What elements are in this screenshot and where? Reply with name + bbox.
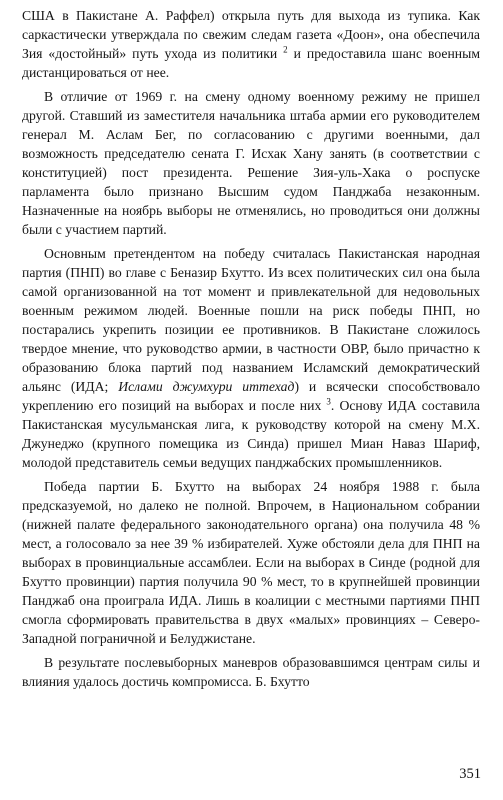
text-segment: В отличие от 1969 г. на смену одному военному режиму не пришел другой. Ставший из заместителя начальника штаба армии его руководителем генерал М. Аслам Бег, по согласованию с другими военными, дал возможность председателю сената Г. Исхак Хану занять (в соответствии с конституцией) пост президента. Решение Зия-уль-Хака о роспуске парламента было признано Высшим судом Панджаба незаконным. Назначенные на ноябрь выборы не отменялись, но проводиться они должны были с участием партий. xyxy=(22,89,480,237)
italic-text: Ислами джумхури иттехад xyxy=(118,379,295,394)
text-segment: В результате послевыборных маневров образовавшимся центрам силы и влияния удалось достичь компромисса. Б. Бхутто xyxy=(22,655,480,689)
paragraph xyxy=(22,653,480,691)
text-segment: Основным претендентом на победу считалась Пакистанская народная партия (ПНП) во главе с Беназир Бхутто. Из всех политических сил она была самой организованной на тот момент и привлекательной для недовольных военным режимом людей. Военные пошли на риск победы ПНП, но постарались укрепить позиции ее противников. В Пакистане сложилось твердое мнение, что руководство армии, в частности ОВР, было причастно к образованию блока партий под названием Исламский демократический альянс (ИДА; xyxy=(22,246,480,394)
text-segment: и предоставила шанс военным дистанцироваться от нее. xyxy=(22,46,480,80)
page-number: 351 xyxy=(459,766,481,782)
footnote-marker: 3 xyxy=(326,396,331,407)
footnote-marker: 2 xyxy=(283,44,288,55)
text-segment: США в Пакистане А. Раффел) открыла путь для выхода из тупика. Как саркастически утверждала по свежим следам газета «Доон», она обеспечила Зия «достойный» путь ухода из политики xyxy=(22,8,480,61)
paragraph xyxy=(22,87,480,239)
paragraph xyxy=(22,477,480,648)
paragraph xyxy=(22,244,480,472)
body-text xyxy=(22,6,480,691)
text-segment: Победа партии Б. Бхутто на выборах 24 ноября 1988 г. была предсказуемой, но далеко не полной. Впрочем, в Национальном собрании (нижней палате федерального законодательного органа) она получила 48 % мест, а голосовало за нее 39 % избирателей. Хуже обстояли дела для ПНП на выборах в провинциальные ассамблеи. Если на выборах в Синде (родной для Бхутто провинции) партия получила 90 % мест, то в крупнейшей провинции Панджаб она проиграла ИДА. Лишь в коалиции с местными партиями ПНП смогла сформировать правительства в двух «малых» провинциях – Северо-Западной пограничной и Белуджистане. xyxy=(22,479,480,646)
paragraph xyxy=(22,6,480,82)
text-segment: ) и всячески способствовало укреплению его позиций на выборах и после них xyxy=(22,379,480,413)
text-segment: . Основу ИДА составила Пакистанская мусульманская лига, к руководству которой на смену М.Х. Джунеджо (крупного помещика из Синда) пришел Миан Наваз Шариф, молодой представитель семьи ведущих панджабских промышленников. xyxy=(22,398,481,470)
